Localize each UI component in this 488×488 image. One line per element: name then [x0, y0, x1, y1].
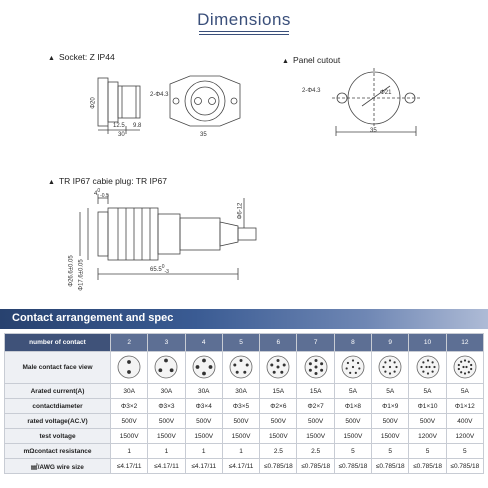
- spec-value: 500V: [222, 414, 259, 429]
- contact-pin: [389, 372, 391, 374]
- spec-value: 2.5: [260, 444, 297, 459]
- spec-value: ≤4.17/11: [185, 459, 222, 474]
- plug-dim-top-sup: 0: [97, 188, 101, 194]
- spec-value: ≤0.785/18: [260, 459, 297, 474]
- table-row: [5, 399, 484, 414]
- spec-value: 500V: [185, 414, 222, 429]
- table-row: [5, 429, 484, 444]
- socket-dim-phi20: Φ20: [90, 97, 97, 109]
- contact-face-view: [260, 352, 297, 384]
- contact-pin: [208, 365, 212, 369]
- contact-pin: [425, 365, 427, 367]
- contact-face-view: [334, 352, 371, 384]
- contact-pin: [468, 371, 470, 373]
- connector-face-icon: [228, 354, 254, 380]
- contact-pin: [352, 359, 354, 361]
- contact-pin: [383, 365, 385, 367]
- spec-value: 2.5: [297, 444, 334, 459]
- contact-pin: [314, 372, 317, 375]
- contact-count: 8: [334, 334, 371, 352]
- contact-count: 9: [372, 334, 409, 352]
- contact-pin: [202, 371, 206, 375]
- connector-rim: [118, 356, 140, 378]
- spec-value: Φ1×9: [372, 399, 409, 414]
- panel-dim-phi21: Φ21: [380, 90, 392, 96]
- socket-front-drawing: [160, 72, 250, 132]
- contact-pin: [345, 367, 347, 369]
- contact-pin: [358, 367, 360, 369]
- spec-row-label: rated voltage(AC.V): [5, 414, 111, 429]
- spec-value: 1200V: [409, 429, 446, 444]
- connector-face-icon: [265, 354, 291, 380]
- plug-dim-length: [150, 264, 169, 275]
- contact-pin: [236, 370, 239, 373]
- contact-face-view: [297, 352, 334, 384]
- contact-pin: [357, 361, 359, 363]
- contact-pin: [159, 368, 163, 372]
- spec-value: 1: [148, 444, 185, 459]
- contact-pin: [314, 359, 317, 362]
- contact-face-view: [148, 352, 185, 384]
- socket-dim-30: 30: [118, 132, 125, 138]
- spec-value: 1500V: [372, 429, 409, 444]
- plug-dim-phi26: Φ26.6±0.05: [68, 255, 75, 287]
- table-row: [5, 414, 484, 429]
- header-label: number of contact: [5, 334, 111, 352]
- spec-value: 1: [222, 444, 259, 459]
- socket-caption-text: Socket: Z IP44: [58, 52, 115, 62]
- spec-value: ≤0.785/18: [446, 459, 483, 474]
- spec-value: 1200V: [446, 429, 483, 444]
- connector-rim: [454, 356, 476, 378]
- table-row: [5, 334, 484, 352]
- connector-face-icon: [153, 354, 179, 380]
- spec-row-label: contactdiameter: [5, 399, 111, 414]
- contact-pin: [396, 365, 398, 367]
- contact-count: 5: [222, 334, 259, 352]
- contact-pin: [433, 365, 435, 367]
- spec-value: 5: [372, 444, 409, 459]
- spec-value: 1500V: [334, 429, 371, 444]
- plug-caption-text: TR IP67 cabie plug: TR IP67: [58, 176, 167, 186]
- contact-pin: [349, 371, 351, 373]
- spec-value: Φ2×6: [260, 399, 297, 414]
- contact-pin: [195, 365, 199, 369]
- contact-pin: [470, 363, 472, 365]
- spec-value: 500V: [297, 414, 334, 429]
- contact-face-view: [111, 352, 148, 384]
- plug-caption: [48, 176, 167, 186]
- spec-value: 30A: [185, 384, 222, 399]
- contact-pin: [347, 361, 349, 363]
- panel-dim-35: 35: [370, 128, 377, 134]
- plug-dim-cable: Φ6-12: [237, 202, 244, 220]
- contact-pin: [431, 361, 433, 363]
- spec-value: ≤4.17/11: [111, 459, 148, 474]
- spec-value: 5A: [409, 384, 446, 399]
- spec-value: 1500V: [111, 429, 148, 444]
- spec-value: 1500V: [222, 429, 259, 444]
- spec-row-label: mΩcontact resistance: [5, 444, 111, 459]
- spec-value: 500V: [334, 414, 371, 429]
- contact-count: 6: [260, 334, 297, 352]
- plug-dim-length-sup: 0: [161, 264, 165, 270]
- spec-value: ≤0.785/18: [372, 459, 409, 474]
- connector-face-icon: [452, 354, 478, 380]
- contact-face-view: [185, 352, 222, 384]
- spec-value: 400V: [446, 414, 483, 429]
- contact-pin: [240, 359, 243, 362]
- contact-pin: [422, 370, 424, 372]
- spec-value: 500V: [148, 414, 185, 429]
- contact-pin: [170, 368, 174, 372]
- face-view-label: Male contact face view: [5, 352, 111, 384]
- contact-pin: [394, 370, 396, 372]
- section-banner-label: Contact arrangement and spec: [12, 312, 174, 324]
- spec-row-label: Arated current(A): [5, 384, 111, 399]
- table-row: [5, 444, 484, 459]
- spec-value: 30A: [111, 384, 148, 399]
- contact-face-view: [446, 352, 483, 384]
- socket-dim-9-8: 9.8: [133, 123, 142, 129]
- plug-dim-top: [94, 188, 109, 199]
- plug-dim-length-sub: -3: [164, 269, 169, 276]
- contact-pin: [308, 362, 311, 365]
- section-banner: [0, 309, 488, 329]
- connector-face-icon: [191, 354, 217, 380]
- contact-pin: [277, 359, 280, 362]
- contact-pin: [460, 360, 462, 362]
- spec-value: Φ3×3: [148, 399, 185, 414]
- contact-pin: [458, 367, 460, 369]
- connector-face-icon: [377, 354, 403, 380]
- contact-count: 12: [446, 334, 483, 352]
- contact-face-view: [222, 352, 259, 384]
- panel-caption-text: Panel cutout: [292, 55, 341, 65]
- spec-value: 500V: [260, 414, 297, 429]
- spec-value: Φ3×2: [111, 399, 148, 414]
- contact-count: 4: [185, 334, 222, 352]
- spec-value: ≤4.17/11: [148, 459, 185, 474]
- socket-dim-35: 35: [200, 132, 207, 138]
- contact-pin: [352, 365, 354, 367]
- contact-pin: [464, 359, 466, 361]
- contact-pin: [420, 365, 422, 367]
- contact-pin: [389, 359, 391, 361]
- socket-dim-holes: 2-Φ4.3: [150, 92, 169, 98]
- spec-value: 15A: [260, 384, 297, 399]
- contact-pin: [422, 361, 424, 363]
- spec-value: 1: [185, 444, 222, 459]
- contact-pin: [277, 365, 280, 368]
- spec-value: ≤0.785/18: [297, 459, 334, 474]
- contact-pin: [468, 360, 470, 362]
- spec-value: 5A: [446, 384, 483, 399]
- table-row: [5, 352, 484, 384]
- contact-pin: [385, 361, 387, 363]
- contact-face-view: [372, 352, 409, 384]
- contact-pin: [243, 370, 246, 373]
- contact-pin: [462, 365, 464, 367]
- contact-pin: [127, 360, 131, 364]
- contact-pin: [320, 368, 323, 371]
- title-rule-top: [199, 31, 289, 32]
- spec-value: 30A: [148, 384, 185, 399]
- spec-value: 30A: [222, 384, 259, 399]
- spec-row-label: ㎟/AWG wire size: [5, 459, 111, 474]
- spec-value: 1500V: [148, 429, 185, 444]
- spec-value: ≤0.785/18: [334, 459, 371, 474]
- spec-value: ≤4.17/11: [222, 459, 259, 474]
- panel-dim-holes: 2-Φ4.3: [302, 88, 321, 94]
- plug-dim-top-value: 4: [94, 191, 98, 197]
- spec-value: Φ3×4: [185, 399, 222, 414]
- contact-count: 10: [409, 334, 446, 352]
- contact-pin: [460, 371, 462, 373]
- spec-value: 5A: [372, 384, 409, 399]
- page-title: Dimensions: [197, 10, 291, 29]
- contact-count: 7: [297, 334, 334, 352]
- contact-pin: [165, 358, 169, 362]
- connector-face-icon: [415, 354, 441, 380]
- spec-value: 5A: [334, 384, 371, 399]
- spec-value: Φ1×8: [334, 399, 371, 414]
- contact-pin: [273, 370, 276, 373]
- connector-face-icon: [303, 354, 329, 380]
- contact-pin: [246, 363, 249, 366]
- spec-row-label: test voltage: [5, 429, 111, 444]
- spec-value: 500V: [409, 414, 446, 429]
- contact-pin: [127, 370, 131, 374]
- connector-face-icon: [116, 354, 142, 380]
- contact-pin: [465, 365, 467, 367]
- contact-pin: [464, 372, 466, 374]
- spec-value: Φ3×5: [222, 399, 259, 414]
- panel-cutout-drawing: [322, 66, 432, 140]
- contact-pin: [458, 363, 460, 365]
- contact-pin: [281, 370, 284, 373]
- contact-pin: [314, 365, 317, 368]
- spec-value: 1: [111, 444, 148, 459]
- contact-pin: [426, 372, 428, 374]
- spec-value: 15A: [297, 384, 334, 399]
- contact-count: 2: [111, 334, 148, 352]
- contact-pin: [355, 371, 357, 373]
- spec-value: 1500V: [260, 429, 297, 444]
- contact-pin: [271, 363, 274, 366]
- contact-pin: [308, 368, 311, 371]
- table-row: [5, 459, 484, 474]
- plug-dim-top-sub: -0.5: [100, 193, 109, 200]
- spec-value: Φ2×7: [297, 399, 334, 414]
- contact-pin: [283, 363, 286, 366]
- spec-value: 500V: [372, 414, 409, 429]
- title-rule-bottom: [199, 34, 289, 35]
- spec-value: 5: [446, 444, 483, 459]
- contact-pin: [233, 363, 236, 366]
- triangle-icon: ▲: [48, 55, 55, 62]
- spec-value: 5: [409, 444, 446, 459]
- spec-value: 500V: [111, 414, 148, 429]
- panel-caption: [282, 55, 340, 65]
- table-row: [5, 384, 484, 399]
- spec-value: ≤0.785/18: [409, 459, 446, 474]
- connector-face-icon: [340, 354, 366, 380]
- plug-dim-phi17: Φ17.6±0.05: [78, 259, 85, 291]
- contact-face-view: [409, 352, 446, 384]
- contact-pin: [426, 359, 428, 361]
- contact-pin: [385, 370, 387, 372]
- spec-value: 1500V: [297, 429, 334, 444]
- contact-pin: [428, 365, 430, 367]
- connector-rim: [417, 356, 439, 378]
- triangle-icon: ▲: [282, 58, 289, 65]
- contact-count: 3: [148, 334, 185, 352]
- spec-value: Φ1×12: [446, 399, 483, 414]
- contact-pin: [389, 365, 391, 367]
- contact-pin: [394, 361, 396, 363]
- socket-dim-12-5: 12.5: [113, 123, 125, 129]
- socket-caption: [48, 52, 115, 62]
- triangle-icon: ▲: [48, 179, 55, 186]
- contact-pin: [202, 358, 206, 362]
- spec-value: 5: [334, 444, 371, 459]
- plug-dim-length-value: 65.5: [150, 267, 162, 273]
- spec-table-body: [5, 334, 484, 474]
- contact-pin: [320, 362, 323, 365]
- spec-table: [4, 333, 484, 474]
- contact-pin: [470, 367, 472, 369]
- contact-pin: [431, 370, 433, 372]
- spec-value: 1500V: [185, 429, 222, 444]
- spec-value: Φ1×10: [409, 399, 446, 414]
